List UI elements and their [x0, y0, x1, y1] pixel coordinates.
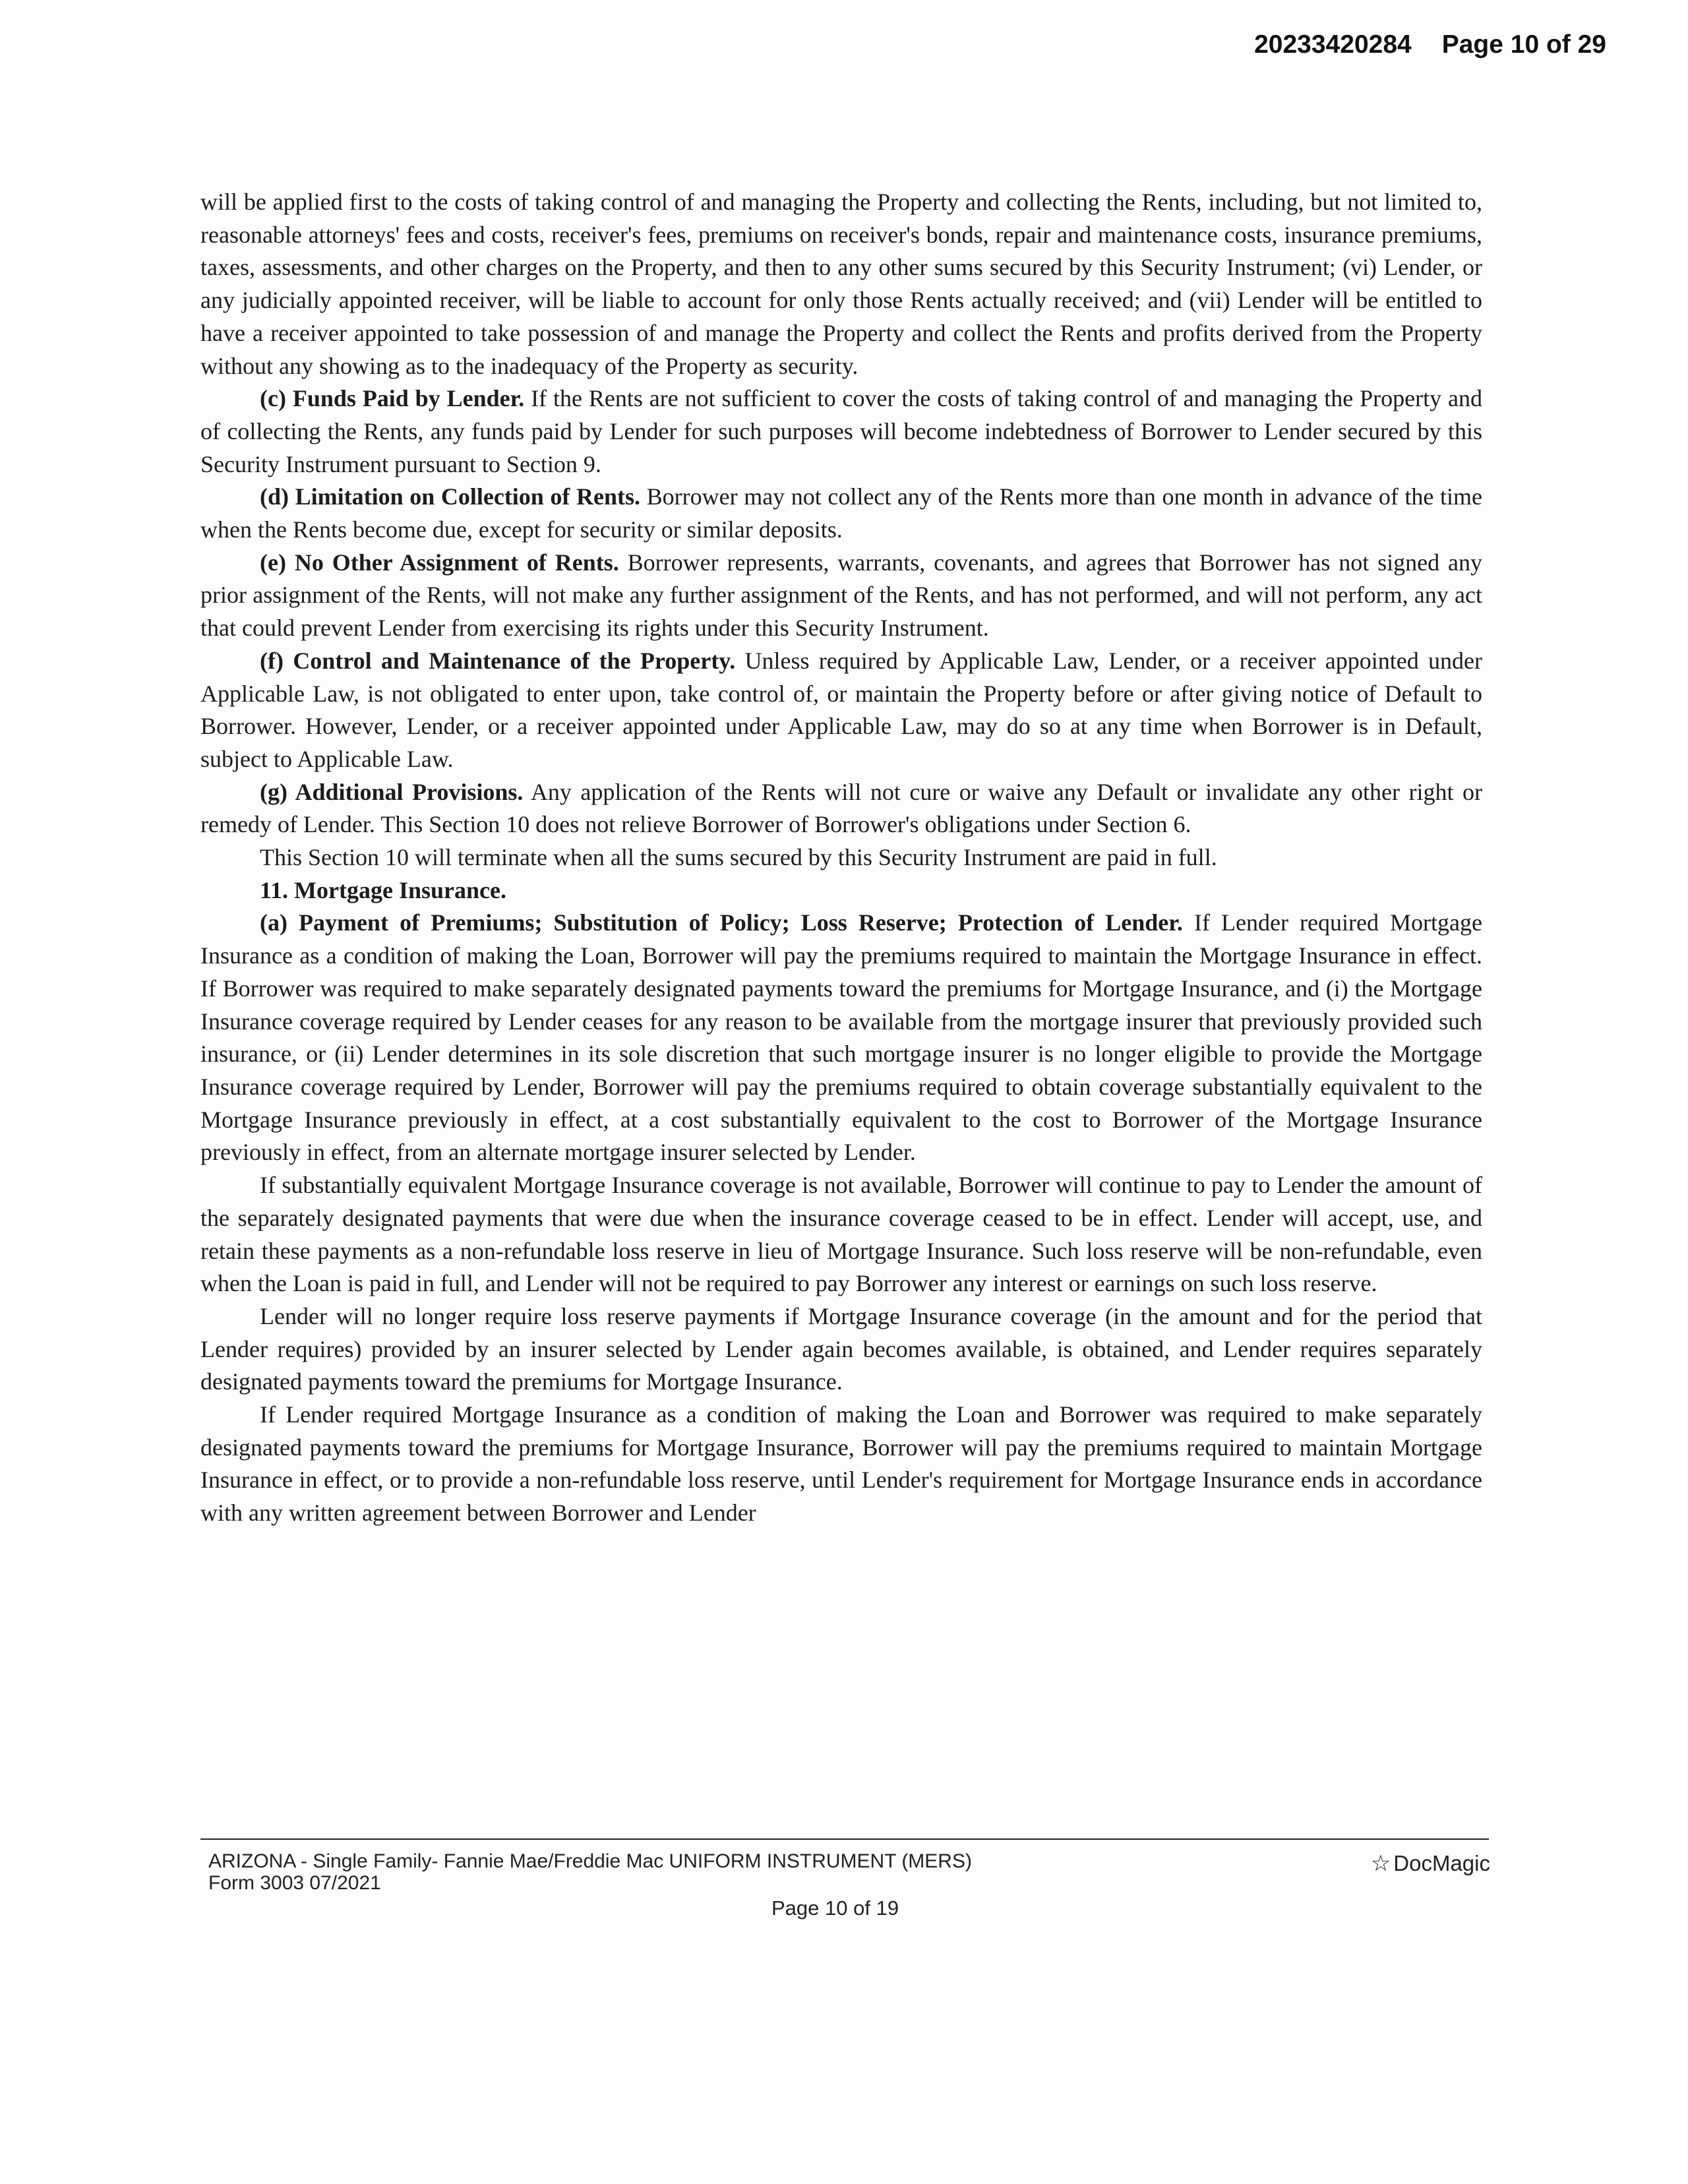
paragraph-loss-reserve-payments: Lender will no longer require loss reserve payments if Mortgage Insurance coverage (in the amount and for the period that Lender requires) provided by an insurer selected by Lender again becomes available, is obtained, and Lender requires separately designated payments toward the premiums for Mortgage Insurance. — [200, 1302, 1482, 1395]
paragraph-limitation-on-collection — [200, 481, 1482, 546]
paragraph-section-termination: This Section 10 will terminate when all the sums secured by this Security Instrument are paid in full. — [260, 844, 1217, 871]
paragraph-funds-paid-by-lender — [200, 382, 1482, 481]
clause-heading: (f) Control and Maintenance of the Property. — [260, 647, 736, 674]
paragraph-premium-requirement: If Lender required Mortgage Insurance as a condition of making the Loan and Borrower was required to make separately designated payments toward the premiums for Mortgage Insurance, Borrower will pay the premiums required to maintain Mortgage Insurance in effect, or to provide a non-refundable loss reserve, until Lender's requirement for Mortgage Insurance ends in accordance with any written agreement between Borrower and Lender — [200, 1401, 1482, 1527]
clause-text: Unless required by Applicable Law, Lender, or a receiver appointed under Applicable Law, is not obligated to enter upon, take control of, or maintain the Property before or after giving notice of Default to Borrower. However, Lender, or a receiver appointed under Applicable Law, may do so at any time when Borrower is in Default, subject to Applicable Law. — [200, 647, 1482, 772]
clause-heading: (g) Additional Provisions. — [260, 778, 524, 805]
paragraph-equivalent-coverage: If substantially equivalent Mortgage Insurance coverage is not available, Borrower will continue to pay to Lender the amount of the separately designated payments that were due when the insurance coverage ceased to be in effect. Lender will accept, use, and retain these payments as a non-refundable loss reserve in lieu of Mortgage Insurance. Such loss reserve will be non-refundable, even when the Loan is paid in full, and Lender will not be required to pay Borrower any interest or earnings on such loss reserve. — [200, 1172, 1482, 1297]
footer-brand-name: DocMagic — [1393, 1851, 1490, 1875]
clause-text: Any application of the Rents will not cure or waive any Default or invalidate any other right or remedy of Lender. This Section 10 does not relieve Borrower of Borrower's obligations under Section 6. — [200, 778, 1483, 838]
paragraph-continued: will be applied first to the costs of taking control of and managing the Property and collecting the Rents, including, but not limited to, reasonable attorneys' fees and costs, receiver's fees, premiums on receiver's bonds, repair and maintenance costs, insurance premiums, taxes, assessments, and other charges on the Property, and then to any other sums secured by this Security Instrument; (vi) Lender, or any judicially appointed receiver, will be liable to account for only those Rents actually received; and (vii) Lender will be entitled to have a receiver appointed to take possession of and manage the Property and collect the Rents and profits derived from the Property without any showing as to the inadequacy of the Property as security. — [200, 189, 1482, 379]
clause-text: Borrower may not collect any of the Rents more than one month in advance of the time when the Rents become due, except for security or similar deposits. — [200, 483, 1482, 543]
paragraph-control-and-maintenance — [200, 645, 1482, 776]
clause-heading: (c) Funds Paid by Lender. — [260, 385, 525, 412]
footer-page-number: Page 10 of 19 — [771, 1896, 899, 1920]
paragraph-additional-provisions — [200, 776, 1482, 841]
footer-divider — [200, 1838, 1489, 1840]
clause-heading: (a) Payment of Premiums; Substitution of Policy; Loss Reserve; Protection of Lender. — [260, 909, 1183, 936]
footer-form-title: ARIZONA - Single Family- Fannie Mae/Freddie Mac UNIFORM INSTRUMENT (MERS) — [208, 1850, 972, 1872]
clause-text: If the Rents are not sufficient to cover the costs of taking control of and managing the Property and of collecting the Rents, any funds paid by Lender for such purposes will become indebtedness of Borrower to Lender secured by this Security Instrument pursuant to Section 9. — [200, 385, 1482, 477]
paragraph-payment-of-premiums — [200, 907, 1482, 1169]
clause-heading: (e) No Other Assignment of Rents. — [260, 549, 619, 576]
document-body — [200, 186, 1482, 1530]
clause-heading: (d) Limitation on Collection of Rents. — [260, 483, 641, 510]
footer-form-number: Form 3003 07/2021 — [208, 1872, 381, 1894]
recording-header — [1254, 30, 1606, 59]
section-11-heading: 11. Mortgage Insurance. — [260, 876, 506, 903]
recording-page-number: Page 10 of 29 — [1441, 30, 1606, 59]
paragraph-no-other-assignment — [200, 547, 1482, 645]
star-icon: ☆ — [1370, 1851, 1391, 1876]
clause-text: Borrower represents, warrants, covenants, and agrees that Borrower has not signed any prior assignment of the Rents, will not make any further assignment of the Rents, and has not performed, and will not perform, any act that could prevent Lender from exercising its rights under this Security Instrument. — [200, 549, 1482, 642]
document-number: 20233420284 — [1254, 30, 1412, 59]
footer-form-info — [208, 1850, 972, 1894]
clause-text: If Lender required Mortgage Insurance as a condition of making the Loan, Borrower will pay the premiums required to maintain the Mortgage Insurance in effect. If Borrower was required to make separately designated payments toward the premiums for Mortgage Insurance, and (i) the Mortgage Insurance coverage required by Lender ceases for any reason to be available from the mortgage insurer that previously provided such insurance, or (ii) Lender determines in its sole discretion that such mortgage insurer is no longer eligible to provide the Mortgage Insurance coverage required by Lender, Borrower will pay the premiums required to obtain coverage substantially equivalent to the Mortgage Insurance previously in effect, at a cost substantially equivalent to the cost to Borrower of the Mortgage Insurance previously in effect, from an alternate mortgage insurer selected by Lender. — [200, 909, 1483, 1166]
footer-brand — [1371, 1850, 1490, 1877]
